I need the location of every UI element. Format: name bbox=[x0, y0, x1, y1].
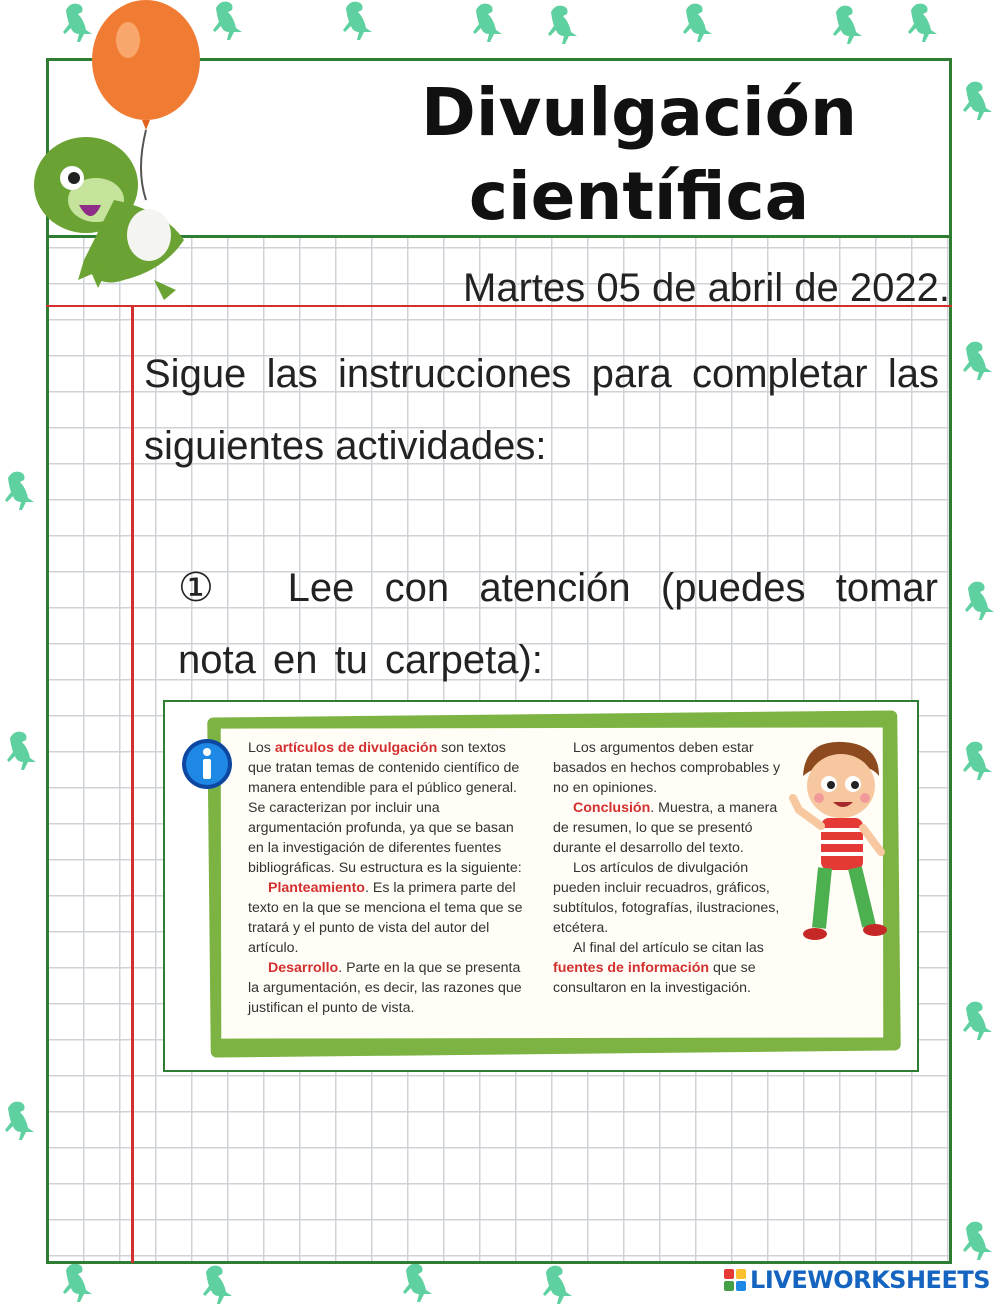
step-1-marker: ① bbox=[178, 566, 228, 610]
info-icon bbox=[181, 738, 233, 790]
logo-text: LIVEWORKSHEETS bbox=[750, 1266, 990, 1294]
boy-illustration bbox=[785, 736, 895, 956]
info-text: son textos que tratan temas de contenido científico de manera entendible para el público general. Se caracterizan por incluir una argumentación profunda, ya que se basan en la investigación de diferentes fuentes bibliográficas. Su estructura es la siguiente: bbox=[248, 740, 522, 876]
info-text: . Parte en la que se presenta la argumentación, es decir, las razones que justifican el punto de vista. bbox=[248, 960, 522, 1016]
step-1 bbox=[178, 552, 938, 696]
dino-pattern-icon bbox=[400, 1262, 434, 1302]
date-text: Martes 05 de abril de 2022. bbox=[463, 266, 950, 310]
info-text: . Muestra, a manera de resumen, lo que se presentó durante el desarrollo del texto. bbox=[553, 800, 778, 856]
dino-pattern-icon bbox=[200, 1264, 234, 1304]
info-text: . Es la primera parte del texto en la que se menciona el tema que se tratará y el punto de vista del autor del artículo. bbox=[248, 880, 523, 956]
dino-pattern-icon bbox=[830, 4, 864, 44]
highlight-term: artículos de divulgación bbox=[274, 740, 438, 756]
title-line-2: científica bbox=[468, 158, 810, 235]
info-text: Al final del artículo se citan las bbox=[573, 940, 764, 956]
step-1-text: Lee con atención (puedes tomar nota en tu carpeta): bbox=[178, 566, 938, 682]
dino-pattern-icon bbox=[680, 2, 714, 42]
dino-pattern-icon bbox=[2, 470, 36, 510]
dino-pattern-icon bbox=[960, 1220, 994, 1260]
dino-pattern-icon bbox=[545, 4, 579, 44]
instructions-text: Sigue las instrucciones para completar las siguientes actividades: bbox=[144, 352, 939, 468]
info-paragraph bbox=[553, 938, 793, 998]
dino-pattern-icon bbox=[470, 2, 504, 42]
dino-pattern-icon bbox=[905, 2, 939, 42]
info-paragraph bbox=[248, 878, 530, 958]
info-paragraph: Los artículos de divulgación pueden incluir recuadros, gráficos, subtítulos, fotografías, ilustraciones, etcétera. bbox=[553, 860, 780, 936]
highlight-term: fuentes de información bbox=[553, 960, 710, 976]
info-paragraph: Los argumentos deben estar basados en hechos comprobables y no en opiniones. bbox=[553, 740, 781, 796]
dino-pattern-icon bbox=[960, 740, 994, 780]
info-column-2 bbox=[553, 738, 793, 998]
red-margin-line-vertical bbox=[131, 305, 134, 1263]
balloon-dino-illustration bbox=[24, 0, 224, 310]
page-title bbox=[279, 71, 999, 239]
info-column-1 bbox=[248, 738, 530, 1018]
dino-pattern-icon bbox=[60, 1262, 94, 1302]
info-paragraph bbox=[553, 798, 793, 858]
dino-pattern-icon bbox=[2, 1100, 36, 1140]
info-card bbox=[163, 700, 919, 1072]
info-paragraph bbox=[248, 738, 530, 878]
dino-pattern-icon bbox=[960, 340, 994, 380]
highlight-term: Desarrollo bbox=[268, 960, 339, 976]
liveworksheets-logo bbox=[720, 1264, 994, 1296]
dino-pattern-icon bbox=[962, 580, 996, 620]
dino-pattern-icon bbox=[340, 0, 374, 40]
dino-pattern-icon bbox=[960, 1000, 994, 1040]
title-line-1: Divulgación bbox=[421, 74, 857, 151]
logo-mark-icon bbox=[724, 1269, 746, 1291]
highlight-term: Planteamiento bbox=[268, 880, 365, 896]
info-text: Los bbox=[248, 740, 275, 756]
dino-pattern-icon bbox=[540, 1264, 574, 1304]
info-text: que se consultaron en la investigación. bbox=[553, 960, 756, 996]
highlight-term: Conclusión bbox=[573, 800, 651, 816]
info-paragraph bbox=[248, 958, 530, 1018]
dino-pattern-icon bbox=[4, 730, 38, 770]
